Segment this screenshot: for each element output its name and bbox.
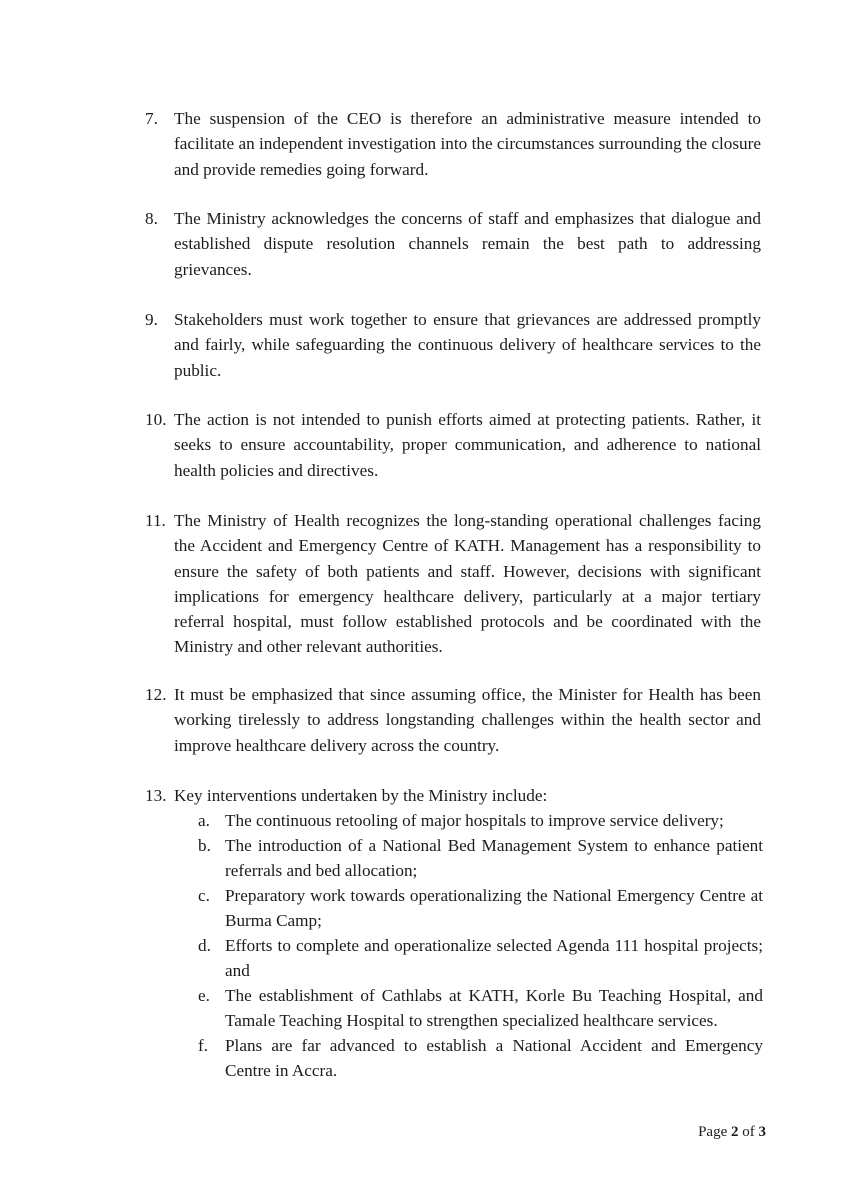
- page-label: Page: [698, 1124, 728, 1140]
- item-text: The suspension of the CEO is therefore an administrative measure intended to facilitate an independent investigation into the circumstances surrounding the closure and provide remedies going forward.: [174, 109, 761, 179]
- list-item-13: [145, 783, 761, 808]
- sub-item-a: [198, 808, 763, 833]
- item-text: The action is not intended to punish efforts aimed at protecting patients. Rather, it seeks to ensure accountability, proper communication, and adherence to national health policies and directives.: [174, 410, 761, 480]
- item-number: 13.: [145, 786, 167, 805]
- sub-item-letter: c.: [198, 886, 210, 905]
- sub-item-text: Preparatory work towards operationalizing the National Emergency Centre at Burma Camp;: [225, 886, 763, 931]
- list-item-11: [145, 508, 761, 660]
- item-number: 11.: [145, 511, 166, 530]
- total-pages-number: 3: [758, 1124, 766, 1140]
- item-number: 12.: [145, 685, 167, 704]
- sub-item-text: The establishment of Cathlabs at KATH, Korle Bu Teaching Hospital, and Tamale Teaching Hospital to strengthen specialized healthcare services.: [225, 986, 763, 1031]
- sub-item-c: [198, 883, 763, 934]
- item-text: Key interventions undertaken by the Ministry include:: [174, 786, 548, 805]
- list-item-9: [145, 307, 761, 383]
- sub-item-b: [198, 833, 763, 884]
- sub-item-e: [198, 983, 763, 1034]
- sub-item-text: The continuous retooling of major hospitals to improve service delivery;: [225, 811, 724, 830]
- sub-item-letter: a.: [198, 811, 210, 830]
- item-number: 9.: [145, 310, 158, 329]
- sub-item-text: Plans are far advanced to establish a National Accident and Emergency Centre in Accra.: [225, 1036, 763, 1081]
- list-item-7: [145, 106, 761, 182]
- item-number: 8.: [145, 209, 158, 228]
- item-number: 10.: [145, 410, 167, 429]
- item-number: 7.: [145, 109, 158, 128]
- item-text: The Ministry acknowledges the concerns of staff and emphasizes that dialogue and established dispute resolution channels remain the best path to addressing grievances.: [174, 209, 761, 279]
- list-item-10: [145, 407, 761, 483]
- sub-item-text: Efforts to complete and operationalize selected Agenda 111 hospital projects; and: [225, 936, 763, 981]
- item-text: It must be emphasized that since assuming office, the Minister for Health has been working tirelessly to address longstanding challenges within the health sector and improve healthcare delivery across the country.: [174, 685, 761, 755]
- sub-item-d: [198, 933, 763, 984]
- current-page-number: 2: [731, 1124, 739, 1140]
- sub-item-f: [198, 1033, 763, 1084]
- page-number: [698, 1122, 766, 1142]
- list-item-12: [145, 682, 761, 758]
- sub-item-text: The introduction of a National Bed Management System to enhance patient referrals and bed allocation;: [225, 836, 763, 881]
- item-text: The Ministry of Health recognizes the long-standing operational challenges facing the Accident and Emergency Centre of KATH. Management has a responsibility to ensure the safety of both patients and staff. However, decisions with significant implications for emergency healthcare delivery, particularly at a major tertiary referral hospital, must follow established protocols and be coordinated with the Ministry and other relevant authorities.: [174, 511, 761, 657]
- of-label: of: [742, 1124, 755, 1140]
- sub-item-letter: e.: [198, 986, 210, 1005]
- sub-item-letter: d.: [198, 936, 211, 955]
- list-item-8: [145, 206, 761, 282]
- item-text: Stakeholders must work together to ensure that grievances are addressed promptly and fairly, while safeguarding the continuous delivery of healthcare services to the public.: [174, 310, 761, 380]
- sub-item-letter: b.: [198, 836, 211, 855]
- sub-item-letter: f.: [198, 1036, 209, 1055]
